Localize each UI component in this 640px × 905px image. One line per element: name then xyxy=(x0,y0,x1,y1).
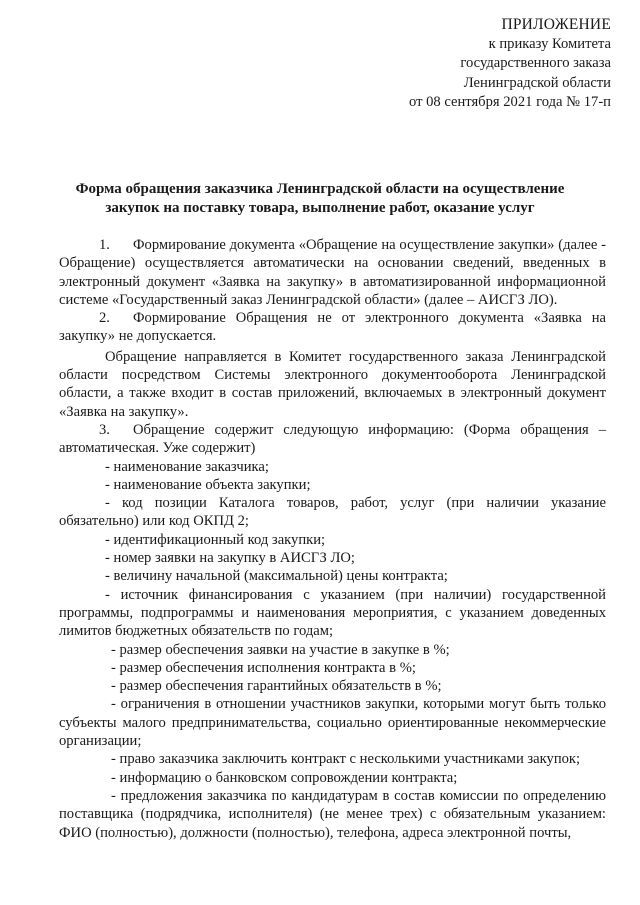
paragraph-1 xyxy=(59,236,606,309)
list-item: - право заказчика заключить контракт с несколькими участниками закупок; xyxy=(111,751,581,768)
list-item: - идентификационный код закупки; xyxy=(105,531,326,548)
paragraph-text: Формирование Обращения не от электронного документа «Заявка на закупку» не допускается. xyxy=(59,310,606,345)
title-line: закупок на поставку товара, выполнение работ, оказание услуг xyxy=(105,199,535,216)
paragraph-number: 3. xyxy=(99,421,110,438)
list-item: - размер обеспечения заявки на участие в закупке в %; xyxy=(111,641,450,658)
paragraph-number: 2. xyxy=(99,310,110,327)
approval-line: к приказу Комитета xyxy=(488,35,611,52)
list-item: - наименование объекта закупки; xyxy=(105,476,311,493)
list-item: - размер обеспечения гарантийных обязательств в %; xyxy=(111,678,442,695)
list-item: - размер обеспечения исполнения контракта в %; xyxy=(111,659,416,676)
document-title xyxy=(0,180,640,217)
list-item: - ограничения в отношении участников закупки, которыми могут быть только субъекты малого предпринимательства, социально ориентированные некоммерческие организации; xyxy=(59,696,606,750)
document-body xyxy=(59,236,606,842)
paragraph-3: Обращение направляется в Комитет государственного заказа Ленинградской области посредством Системы электронного документооборота Ленинградской области, а также входит в состав приложений, включаемых в электронный документ «Заявка на закупку». xyxy=(59,348,606,420)
approval-stamp xyxy=(409,15,611,113)
list-item: - величину начальной (максимальной) цены контракта; xyxy=(105,568,448,585)
list-item: - источник финансирования с указанием (при наличии) государственной программы, подпрограммы и наименования мероприятия, с указанием доведенных лимитов бюджетных обязательств по годам; xyxy=(59,586,606,640)
title-line: Форма обращения заказчика Ленинградской области на осуществление xyxy=(75,181,565,197)
list-item: - код позиции Каталога товаров, работ, услуг (при наличии указание обязательно) или код ОКПД 2; xyxy=(59,495,606,530)
paragraph-4 xyxy=(59,421,606,458)
list-item: - номер заявки на закупку в АИСГЗ ЛО; xyxy=(105,550,355,567)
paragraph-text: Обращение содержит следующую информацию: (Форма обращения – автоматическая. Уже содержит) xyxy=(59,421,606,457)
approval-line: от 08 сентября 2021 года № 17-п xyxy=(408,94,611,110)
paragraph-text: Формирование документа «Обращение на осуществление закупки» (далее - Обращение) осуществляется автоматически на основании сведений, введенных в электронный документ «Заявка на закупку» в автоматизированной информационной системе «Государственный заказ Ленинградской области» (далее – АИСГЗ ЛО). xyxy=(59,237,606,308)
list-item: - информацию о банковском сопровождении контракта; xyxy=(111,769,458,786)
paragraph-number: 1. xyxy=(99,237,110,253)
list-item: - предложения заказчика по кандидатурам в состав комиссии по определению поставщика (подрядчика, исполнителя) (не менее трех) с обязательным указанием: ФИО (полностью), должности (полностью), телефона, адреса электронной почты, xyxy=(59,787,606,841)
list-item: - наименование заказчика; xyxy=(105,458,269,475)
paragraph-2 xyxy=(59,309,606,346)
approval-line: Ленинградской области xyxy=(463,74,611,91)
approval-line: государственного заказа xyxy=(460,55,611,71)
approval-heading: ПРИЛОЖЕНИЕ xyxy=(501,16,611,33)
